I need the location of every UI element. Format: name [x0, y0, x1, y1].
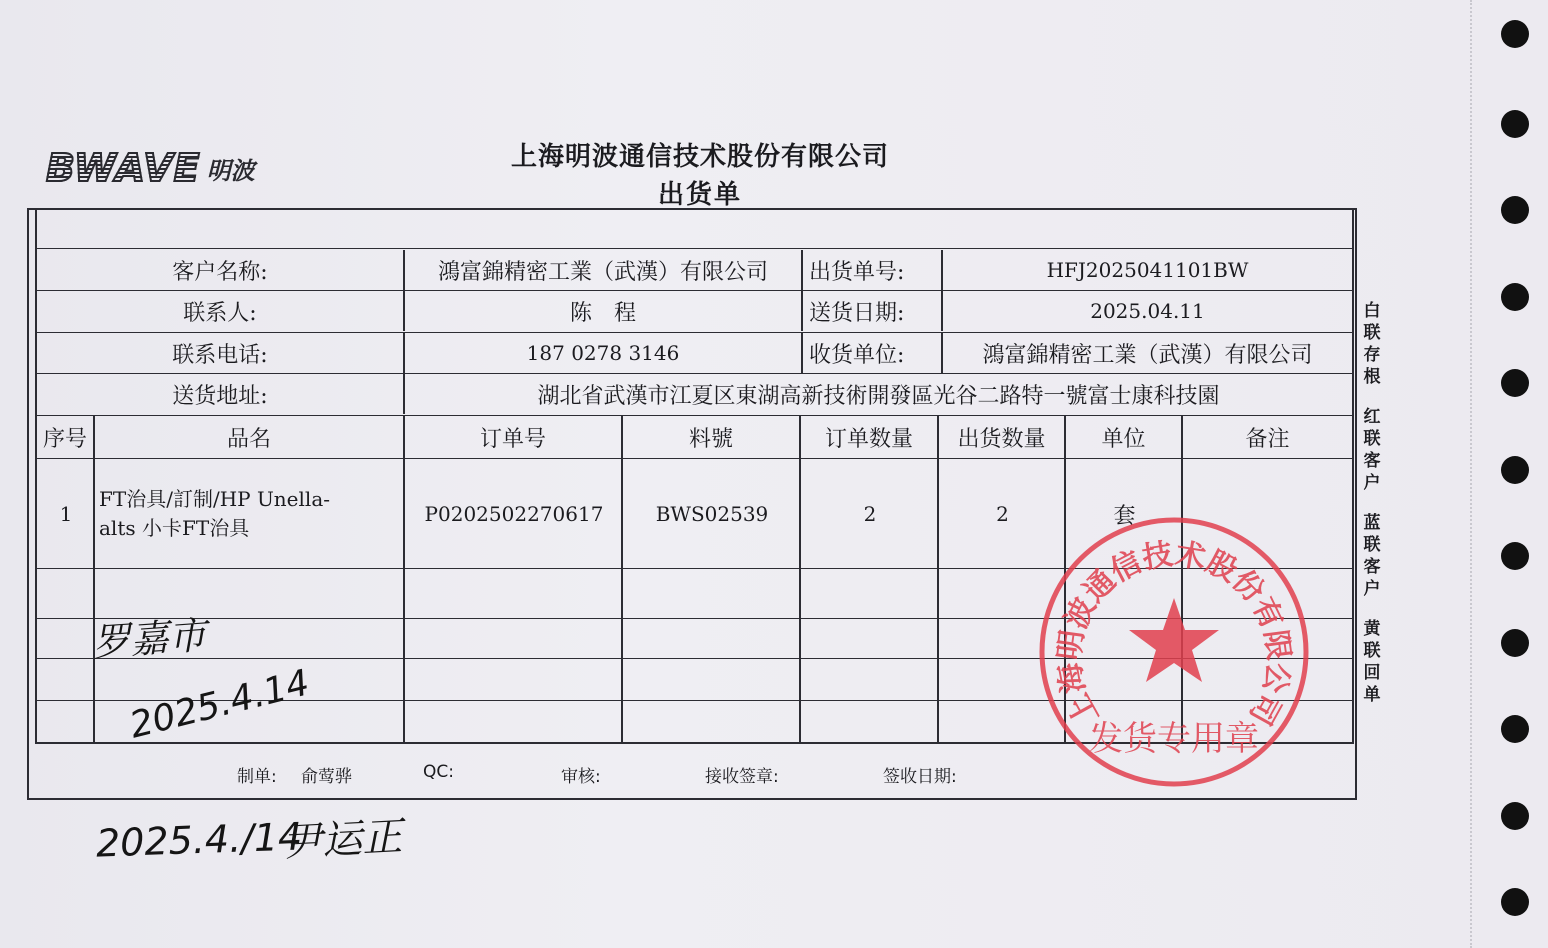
col-rule: [799, 416, 801, 742]
delivery-date-label: 送货日期:: [803, 291, 943, 331]
logo-mark: BWAVE: [46, 146, 201, 190]
col-rule: [93, 416, 95, 742]
tractor-hole: [1501, 715, 1529, 743]
col-header-remark: 备注: [1245, 426, 1290, 452]
col-rule: [937, 416, 939, 742]
col-rule: [403, 416, 405, 742]
handwritten-signature-bottom: 尹运正: [281, 813, 404, 867]
stamp-ring-text: 上海明波通信技术股份有限公司: [1052, 536, 1296, 731]
copy-color-labels: [1362, 300, 1382, 724]
contact-value: 陈 程: [405, 291, 803, 331]
copy-label-yellow: 黄联回单: [1363, 619, 1381, 705]
stamp-star-icon: [1129, 598, 1219, 682]
col-header-order-qty: 订单数量: [801, 416, 939, 458]
row-item-name-line1: FT治具/訂制/HP Unella-: [99, 487, 330, 511]
col-header-name: 品名: [95, 416, 405, 458]
logo-chinese-name: 明波: [206, 157, 255, 185]
tractor-hole: [1501, 369, 1529, 397]
row-part-no: BWS02539: [655, 502, 769, 526]
row-ship-qty: 2: [996, 502, 1009, 526]
address-value: 湖北省武漢市江夏区東湖高新技術開發區光谷二路特一號富士康科技園: [537, 383, 1220, 409]
tractor-hole: [1501, 542, 1529, 570]
receiver-label: 收货单位:: [803, 333, 943, 373]
row-unit: 套: [1113, 503, 1136, 529]
review-label: 审核:: [561, 767, 601, 787]
row-item-name: [97, 460, 405, 568]
receiver-value: 鴻富錦精密工業（武漢）有限公司: [982, 342, 1313, 368]
handwritten-date-bottom: 2025.4./14: [95, 814, 303, 866]
phone-value: 187 0278 3146: [405, 333, 803, 373]
maker-label: 制单:: [237, 767, 277, 787]
sign-date-label: 签收日期:: [883, 767, 957, 787]
copy-label-red: 红联客户: [1363, 407, 1381, 493]
shipment-no-label: 出货单号:: [803, 250, 943, 290]
address-label: 送货地址:: [37, 374, 405, 414]
row-order-no: P0202502270617: [424, 502, 604, 526]
shipment-no-value: HFJ2025041101BW: [1046, 258, 1249, 282]
handwritten-date-receiver: 2025.4.14: [125, 662, 314, 747]
tractor-hole: [1501, 196, 1529, 224]
document-title: 出货单: [657, 180, 742, 210]
contact-label: 联系人:: [37, 291, 405, 331]
col-header-ship-qty: 出货数量: [939, 416, 1066, 458]
col-header-order-no: 订单号: [405, 416, 623, 458]
customer-value: 鴻富錦精密工業（武漢）有限公司: [405, 250, 803, 290]
col-header-seq: 序号: [37, 416, 95, 458]
tractor-hole: [1501, 283, 1529, 311]
tractor-hole: [1501, 20, 1529, 48]
company-name: 上海明波通信技术股份有限公司: [510, 142, 889, 172]
delivery-date-value: 2025.04.11: [1090, 299, 1205, 323]
copy-label-blue: 蓝联客户: [1363, 513, 1381, 599]
company-logo: [46, 148, 255, 188]
col-rule: [621, 416, 623, 742]
tractor-hole: [1501, 456, 1529, 484]
company-stamp: [1034, 512, 1314, 792]
row-order-qty: 2: [863, 502, 877, 526]
tractor-hole: [1501, 802, 1529, 830]
handwritten-signature-receiver: 罗嘉市: [90, 613, 208, 665]
maker-value: 俞莺骅: [301, 767, 352, 787]
phone-label: 联系电话:: [37, 333, 405, 373]
receiver-sign-label: 接收签章:: [705, 767, 779, 787]
col-header-part-no: 料號: [623, 416, 801, 458]
qc-label: QC:: [423, 762, 454, 782]
tractor-hole: [1501, 888, 1529, 916]
row-rule: [37, 248, 1352, 249]
row-item-name-line2: alts 小卡FT治具: [99, 516, 250, 540]
stamp-inner-text: 发货专用章: [1089, 719, 1259, 759]
col-header-unit: 单位: [1066, 416, 1183, 458]
row-rule: [37, 458, 1352, 459]
copy-label-white: 白联存根: [1363, 301, 1381, 387]
customer-label: 客户名称:: [37, 250, 405, 290]
tractor-hole: [1501, 110, 1529, 138]
row-seq: 1: [59, 502, 73, 526]
perforation-line: [1470, 0, 1472, 948]
tractor-hole: [1501, 629, 1529, 657]
